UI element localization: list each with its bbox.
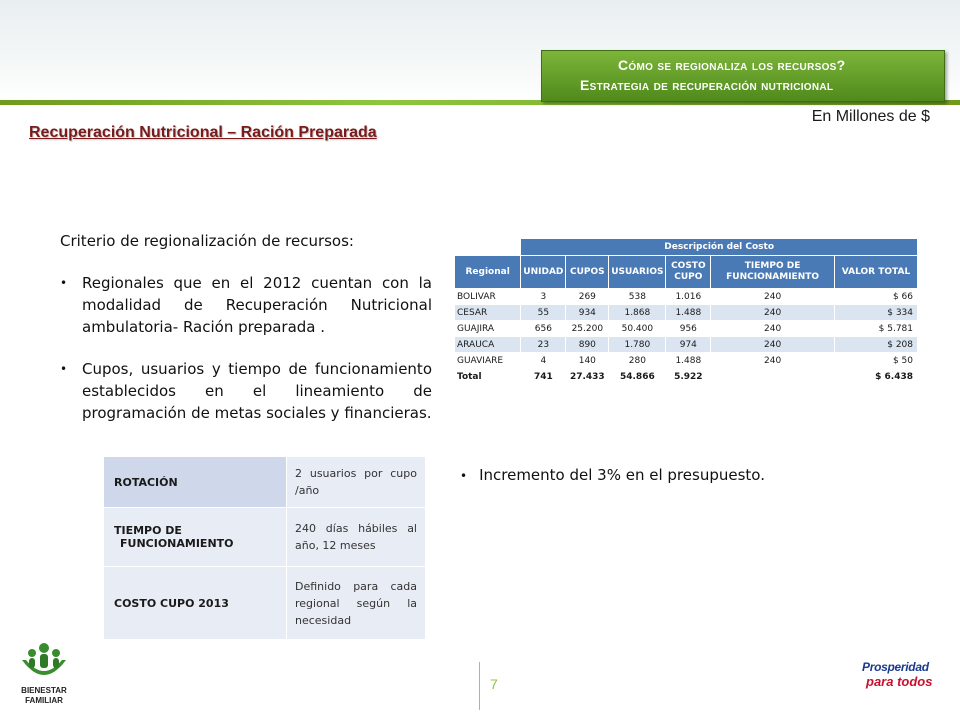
- criteria-bullet-text: Regionales que en el 2012 cuentan con la modalidad de Recuperación Nutricional ambulatoria- Ración preparada .: [82, 274, 432, 336]
- col-header: UNIDAD: [521, 256, 566, 289]
- cell-tiempo: 240: [711, 337, 835, 353]
- cell-tiempo: 240: [711, 353, 835, 369]
- col-header: COSTO CUPO: [666, 256, 711, 289]
- table-row: [455, 289, 918, 305]
- section-subtitle: Recuperación Nutricional – Ración Preparada: [29, 124, 377, 141]
- bullet-dot-icon: •: [60, 276, 68, 290]
- cell-costo: 974: [666, 337, 711, 353]
- cell-usuarios: 1.868: [609, 305, 666, 321]
- info-key: COSTO CUPO 2013: [104, 567, 287, 640]
- cell-tiempo: 240: [711, 321, 835, 337]
- cell-unidad: 23: [521, 337, 566, 353]
- cell-total-tiempo: [711, 369, 835, 386]
- table-row: [455, 353, 918, 369]
- cell-total-unidad: 741: [521, 369, 566, 386]
- info-row-rotation: [104, 457, 426, 508]
- cell-usuarios: 538: [609, 289, 666, 305]
- cell-total-cupos: 27.433: [566, 369, 609, 386]
- cell-costo: 1.488: [666, 305, 711, 321]
- cell-usuarios: 1.780: [609, 337, 666, 353]
- cell-usuarios: 50.400: [609, 321, 666, 337]
- cost-table-header-row: [455, 256, 918, 289]
- cell-total-label: Total: [455, 369, 521, 386]
- info-key: ROTACIÓN: [104, 457, 287, 508]
- table-row: [455, 337, 918, 353]
- logo-left-line1: BIENESTAR: [21, 686, 67, 695]
- cell-unidad: 656: [521, 321, 566, 337]
- cell-regional: BOLIVAR: [455, 289, 521, 305]
- criteria-bullet-text: Cupos, usuarios y tiempo de funcionamiento establecidos en el lineamiento de programación de metas sociales y financieras.: [82, 360, 432, 422]
- col-header: VALOR TOTAL: [835, 256, 918, 289]
- bullet-dot-icon: •: [460, 469, 468, 483]
- bienestar-familiar-logo: [14, 640, 74, 714]
- info-value: 2 usuarios por cupo /año: [287, 457, 426, 508]
- cell-regional: ARAUCA: [455, 337, 521, 353]
- cell-cupos: 934: [566, 305, 609, 321]
- table-row: [455, 305, 918, 321]
- cell-valor: $ 334: [835, 305, 918, 321]
- cost-table: [454, 238, 918, 386]
- cell-unidad: 3: [521, 289, 566, 305]
- info-value: Definido para cada regional según la necesidad: [287, 567, 426, 640]
- slide-title-box: [541, 50, 945, 102]
- cell-unidad: 4: [521, 353, 566, 369]
- col-header: CUPOS: [566, 256, 609, 289]
- info-key: [104, 508, 287, 567]
- info-key-line2: FUNCIONAMIENTO: [120, 537, 234, 550]
- cell-usuarios: 280: [609, 353, 666, 369]
- cell-valor: $ 66: [835, 289, 918, 305]
- cost-group-header: Descripción del Costo: [521, 239, 918, 256]
- prosperidad-logo: [862, 660, 938, 694]
- info-row-cost: [104, 567, 426, 640]
- cell-unidad: 55: [521, 305, 566, 321]
- cell-valor: $ 50: [835, 353, 918, 369]
- cell-tiempo: 240: [711, 305, 835, 321]
- criteria-bullet: [60, 358, 432, 424]
- slide-title-line2: Estrategia de recuperación nutricional: [580, 77, 834, 93]
- cell-regional: CESAR: [455, 305, 521, 321]
- col-header: TIEMPO DE FUNCIONAMIENTO: [711, 256, 835, 289]
- cell-valor: $ 208: [835, 337, 918, 353]
- info-table: [103, 456, 426, 640]
- cell-total-costo: 5.922: [666, 369, 711, 386]
- cell-regional: GUAVIARE: [455, 353, 521, 369]
- col-header: Regional: [455, 256, 521, 289]
- cell-tiempo: 240: [711, 289, 835, 305]
- cell-cupos: 890: [566, 337, 609, 353]
- units-label: En Millones de $: [811, 108, 930, 125]
- cell-total-usuarios: 54.866: [609, 369, 666, 386]
- logo-left-line2: FAMILIAR: [25, 696, 63, 705]
- cell-costo: 956: [666, 321, 711, 337]
- page-number: 7: [490, 676, 498, 692]
- budget-bullet: [460, 466, 765, 484]
- table-row: [455, 321, 918, 337]
- family-icon: [14, 640, 74, 686]
- cell-costo: 1.488: [666, 353, 711, 369]
- blank-cell: [455, 239, 521, 256]
- slide-title-line1: Cómo se regionaliza los recursos?: [618, 57, 846, 73]
- budget-bullet-text: Incremento del 3% en el presupuesto.: [479, 466, 765, 484]
- cell-cupos: 140: [566, 353, 609, 369]
- cost-table-group-row: [455, 239, 918, 256]
- bullet-dot-icon: •: [60, 362, 68, 376]
- logo-right-line2: para todos: [866, 674, 933, 689]
- criteria-bullet: [60, 272, 432, 338]
- col-header: USUARIOS: [609, 256, 666, 289]
- cell-cupos: 25.200: [566, 321, 609, 337]
- info-key-line1: TIEMPO DE: [114, 524, 182, 537]
- cell-costo: 1.016: [666, 289, 711, 305]
- info-row-operating-time: [104, 508, 426, 567]
- cell-cupos: 269: [566, 289, 609, 305]
- criteria-heading: Criterio de regionalización de recursos:: [60, 232, 354, 250]
- cell-total-valor: $ 6.438: [835, 369, 918, 386]
- cell-valor: $ 5.781: [835, 321, 918, 337]
- table-total-row: [455, 369, 918, 386]
- logo-right-line1: Prosperidad: [862, 660, 929, 674]
- criteria-text-block: [60, 230, 432, 444]
- footer-divider: [479, 662, 480, 710]
- info-value: 240 días hábiles al año, 12 meses: [287, 508, 426, 567]
- cell-regional: GUAJIRA: [455, 321, 521, 337]
